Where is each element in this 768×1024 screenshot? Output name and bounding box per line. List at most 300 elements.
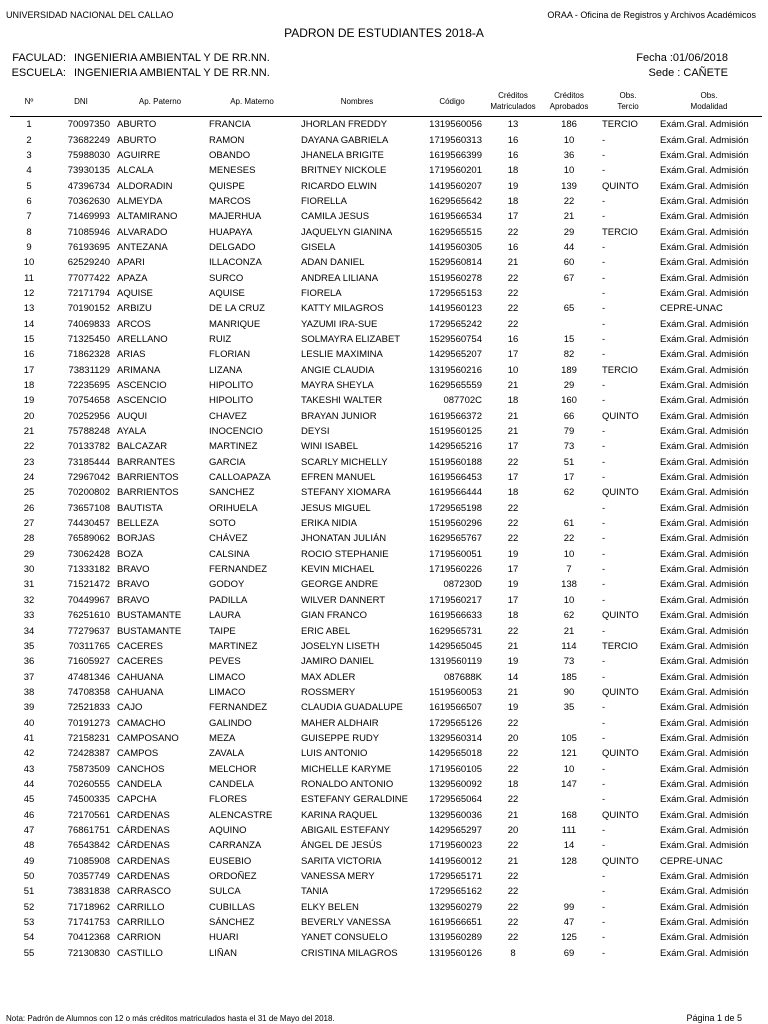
- table-cell: Exám.Gral. Admisión: [660, 640, 749, 652]
- table-cell: 7: [566, 564, 572, 576]
- table-cell: -: [602, 441, 606, 453]
- table-cell: 74708358: [67, 686, 110, 698]
- table-cell: 22: [507, 748, 519, 760]
- table-cell: 1329560279: [429, 901, 482, 913]
- table-cell: TERCIO: [602, 119, 638, 131]
- table-cell: 22: [507, 901, 519, 913]
- table-row: [10, 654, 762, 669]
- table-cell: CARRION: [117, 932, 161, 944]
- table-cell: 1729565064: [429, 794, 482, 806]
- table-cell: 17: [563, 472, 575, 484]
- table-cell: 34: [23, 625, 35, 637]
- table-cell: WILVER DANNERT: [301, 594, 386, 606]
- table-cell: QUINTO: [602, 410, 639, 422]
- table-cell: -: [602, 426, 606, 438]
- table-cell: 139: [561, 180, 577, 192]
- table-cell: 77077422: [67, 272, 110, 284]
- table-cell: TERCIO: [602, 364, 638, 376]
- table-cell: 1429565018: [429, 748, 482, 760]
- table-cell: 21: [507, 640, 519, 652]
- table-cell: JAMIRO DANIEL: [301, 656, 374, 668]
- table-cell: -: [602, 794, 606, 806]
- table-cell: 1419560123: [429, 303, 482, 315]
- table-cell: Exám.Gral. Admisión: [660, 287, 749, 299]
- table-cell: Exám.Gral. Admisión: [660, 456, 749, 468]
- fecha: Fecha :01/06/2018: [636, 52, 728, 64]
- table-cell: 1329560314: [429, 732, 482, 744]
- table-row: [10, 117, 762, 133]
- table-cell: 111: [561, 824, 577, 836]
- table-cell: 74069833: [67, 318, 110, 330]
- table-cell: 087688K: [443, 671, 482, 683]
- table-cell: HIPOLITO: [209, 380, 254, 392]
- column-header-text: Código: [439, 96, 465, 106]
- table-cell: SOLMAYRA ELIZABET: [301, 333, 401, 345]
- table-cell: 1619566534: [429, 211, 482, 223]
- table-body: [10, 117, 762, 961]
- table-cell: 19: [23, 395, 35, 407]
- table-cell: FIORELLA: [301, 195, 347, 207]
- table-cell: CAPCHA: [117, 794, 157, 806]
- table-cell: FERNANDEZ: [209, 702, 268, 714]
- table-cell: -: [602, 886, 606, 898]
- table-cell: ASCENCIO: [117, 395, 167, 407]
- table-cell: 67: [563, 272, 575, 284]
- table-cell: 21: [507, 257, 519, 269]
- table-cell: Exám.Gral. Admisión: [660, 717, 749, 729]
- column-header-text: DNI: [74, 96, 88, 106]
- table-cell: 73682249: [67, 134, 110, 146]
- table-cell: 147: [561, 778, 577, 790]
- table-cell: TERCIO: [602, 640, 638, 652]
- table-row: [10, 593, 762, 608]
- table-cell: 52: [23, 901, 35, 913]
- table-cell: 29: [23, 548, 35, 560]
- table-cell: 72130830: [67, 947, 110, 959]
- table-cell: ALCALA: [117, 165, 154, 177]
- table-cell: 47481346: [67, 671, 110, 683]
- table-cell: 17: [507, 472, 519, 484]
- table-cell: 16: [23, 349, 35, 361]
- table-cell: BORJAS: [117, 533, 156, 545]
- table-cell: Exám.Gral. Admisión: [660, 502, 749, 514]
- column-header: [114, 88, 206, 117]
- facultad-label: FACULAD:: [12, 52, 66, 64]
- table-cell: 22: [507, 840, 519, 852]
- table-cell: 1629565642: [429, 195, 482, 207]
- table-cell: 186: [561, 119, 577, 131]
- table-cell: 4: [26, 165, 32, 177]
- table-cell: 75873509: [67, 763, 110, 775]
- table-cell: PEVES: [209, 656, 241, 668]
- table-cell: 76861751: [67, 824, 110, 836]
- table-cell: -: [602, 333, 606, 345]
- table-cell: QUINTO: [602, 487, 639, 499]
- table-cell: SCARLY MICHELLY: [301, 456, 388, 468]
- table-cell: [538, 884, 600, 899]
- table-cell: 70200802: [67, 487, 110, 499]
- table-row: [10, 900, 762, 915]
- table-row: [10, 347, 762, 362]
- table-cell: [538, 501, 600, 516]
- table-cell: 10: [563, 548, 575, 560]
- table-cell: 22: [507, 303, 519, 315]
- table-cell: 19: [507, 702, 519, 714]
- table-cell: -: [602, 165, 606, 177]
- table-cell: 27: [23, 518, 35, 530]
- table-cell: ANGIE CLAUDIA: [301, 364, 375, 376]
- table-cell: VANESSA MERY: [301, 871, 375, 883]
- table-cell: Exám.Gral. Admisión: [660, 149, 749, 161]
- table-cell: GARCIA: [209, 456, 246, 468]
- table-cell: 1419560012: [429, 855, 482, 867]
- table-cell: 73657108: [67, 502, 110, 514]
- table-row: [10, 915, 762, 930]
- table-cell: 70260555: [67, 778, 110, 790]
- table-cell: Exám.Gral. Admisión: [660, 824, 749, 836]
- table-cell: 22: [507, 794, 519, 806]
- table-cell: CHAVEZ: [209, 410, 247, 422]
- document-title: PADRON DE ESTUDIANTES 2018-A: [284, 26, 484, 40]
- table-row: [10, 393, 762, 408]
- table-cell: KEVIN MICHAEL: [301, 564, 375, 576]
- table-cell: 1719560023: [429, 840, 482, 852]
- table-cell: -: [602, 932, 606, 944]
- table-cell: SARITA VICTORIA: [301, 855, 382, 867]
- table-cell: APAZA: [117, 272, 148, 284]
- table-cell: 1519560296: [429, 518, 482, 530]
- table-cell: ALMEYDA: [117, 195, 163, 207]
- table-cell: 53: [23, 917, 35, 929]
- table-cell: -: [602, 732, 606, 744]
- table-cell: 72170561: [67, 809, 110, 821]
- table-cell: LIMACO: [209, 686, 246, 698]
- table-cell: -: [602, 947, 606, 959]
- facultad-value: INGENIERIA AMBIENTAL Y DE RR.NN.: [74, 52, 270, 64]
- table-cell: CASTILLO: [117, 947, 163, 959]
- table-cell: 1729565162: [429, 886, 482, 898]
- table-cell: ZAVALA: [209, 748, 245, 760]
- table-cell: 76193695: [67, 241, 110, 253]
- table-cell: Exám.Gral. Admisión: [660, 410, 749, 422]
- table-cell: 73: [563, 441, 575, 453]
- table-row: [10, 807, 762, 822]
- table-cell: SANCHEZ: [209, 487, 255, 499]
- table-row: [10, 823, 762, 838]
- table-row: [10, 286, 762, 301]
- table-row: [10, 531, 762, 546]
- table-cell: Exám.Gral. Admisión: [660, 211, 749, 223]
- table-cell: 1319560119: [429, 656, 482, 668]
- table-cell: 8: [510, 947, 516, 959]
- table-cell: FRANCIA: [209, 119, 251, 131]
- table-cell: ALENCASTRE: [209, 809, 273, 821]
- table-cell: JHONATAN JULIÁN: [301, 533, 387, 545]
- table-cell: 10: [563, 763, 575, 775]
- table-cell: 35: [563, 702, 575, 714]
- table-cell: 60: [563, 257, 575, 269]
- table-cell: CACERES: [117, 640, 163, 652]
- table-cell: 21: [507, 426, 519, 438]
- table-cell: INOCENCIO: [209, 426, 263, 438]
- table-cell: 1519560188: [429, 456, 482, 468]
- table-cell: 1519560053: [429, 686, 482, 698]
- table-cell: FLORES: [209, 794, 248, 806]
- table-cell: 21: [507, 410, 519, 422]
- table-cell: KARINA RAQUEL: [301, 809, 378, 821]
- table-cell: -: [602, 241, 606, 253]
- table-cell: JOSELYN LISETH: [301, 640, 380, 652]
- table-cell: LESLIE MAXIMINA: [301, 349, 383, 361]
- table-cell: 1329560036: [429, 809, 482, 821]
- table-cell: Exám.Gral. Admisión: [660, 778, 749, 790]
- table-cell: JHANELA BRIGITE: [301, 149, 384, 161]
- table-cell: CEPRE-UNAC: [660, 855, 723, 867]
- table-cell: GODOY: [209, 579, 245, 591]
- table-cell: 22: [563, 195, 575, 207]
- table-cell: ADAN DANIEL: [301, 257, 365, 269]
- table-cell: 10: [507, 364, 519, 376]
- table-cell: 128: [561, 855, 577, 867]
- table-cell: 19: [507, 180, 519, 192]
- column-header-text: Modalidad: [690, 102, 728, 111]
- table-cell: 13: [507, 119, 519, 131]
- column-header: [656, 88, 762, 117]
- table-cell: BEVERLY VANESSA: [301, 917, 391, 929]
- table-cell: 22: [563, 533, 575, 545]
- table-cell: 1619566372: [429, 410, 482, 422]
- table-cell: 22: [23, 441, 35, 453]
- table-cell: 1429565045: [429, 640, 482, 652]
- table-cell: 35: [23, 640, 35, 652]
- table-cell: CARRANZA: [209, 840, 262, 852]
- table-cell: Exám.Gral. Admisión: [660, 487, 749, 499]
- table-cell: Exám.Gral. Admisión: [660, 518, 749, 530]
- table-cell: 15: [563, 333, 575, 345]
- table-cell: Exám.Gral. Admisión: [660, 119, 749, 131]
- table-cell: -: [602, 272, 606, 284]
- table-cell: 14: [23, 318, 35, 330]
- table-row: [10, 761, 762, 776]
- table-cell: 24: [23, 472, 35, 484]
- table-cell: 18: [507, 195, 519, 207]
- table-cell: 168: [561, 809, 577, 821]
- table-cell: ORIHUELA: [209, 502, 258, 514]
- table-cell: -: [602, 380, 606, 392]
- table-cell: GALINDO: [209, 717, 252, 729]
- table-cell: AUQUI: [117, 410, 148, 422]
- table-cell: MENESES: [209, 165, 256, 177]
- table-cell: 28: [23, 533, 35, 545]
- escuela-line: [0, 67, 270, 79]
- table-cell: LUIS ANTONIO: [301, 748, 368, 760]
- table-cell: ARIAS: [117, 349, 146, 361]
- table-cell: WINI ISABEL: [301, 441, 359, 453]
- table-cell: -: [602, 625, 606, 637]
- table-cell: 22: [507, 318, 519, 330]
- table-cell: Exám.Gral. Admisión: [660, 380, 749, 392]
- table-cell: MICHELLE KARYME: [301, 763, 392, 775]
- table-cell: -: [602, 349, 606, 361]
- table-cell: [538, 792, 600, 807]
- table-cell: LAURA: [209, 610, 241, 622]
- table-cell: [538, 869, 600, 884]
- table-cell: 1729565198: [429, 502, 482, 514]
- table-cell: AQUINO: [209, 824, 247, 836]
- table-cell: SURCO: [209, 272, 244, 284]
- table-cell: ARIMANA: [117, 364, 161, 376]
- table-cell: BUSTAMANTE: [117, 610, 182, 622]
- table-row: [10, 409, 762, 424]
- table-row: [10, 501, 762, 516]
- table-cell: -: [602, 901, 606, 913]
- table-cell: Exám.Gral. Admisión: [660, 886, 749, 898]
- column-header: [416, 88, 488, 117]
- table-cell: QUINTO: [602, 809, 639, 821]
- table-cell: 70191273: [67, 717, 110, 729]
- table-cell: -: [602, 257, 606, 269]
- table-cell: Exám.Gral. Admisión: [660, 548, 749, 560]
- table-cell: BELLEZA: [117, 518, 159, 530]
- table-cell: 22: [507, 226, 519, 238]
- table-cell: ANDREA LILIANA: [301, 272, 379, 284]
- table-cell: GIAN FRANCO: [301, 610, 367, 622]
- table-cell: ROCIO STEPHANIE: [301, 548, 389, 560]
- table-cell: 22: [507, 917, 519, 929]
- table-cell: Exám.Gral. Admisión: [660, 763, 749, 775]
- table-cell: 1429565207: [429, 349, 482, 361]
- table-cell: 38: [23, 686, 35, 698]
- table-cell: MELCHOR: [209, 763, 257, 775]
- table-cell: YAZUMI IRA-SUE: [301, 318, 378, 330]
- table-cell: FIORELA: [301, 287, 342, 299]
- table-cell: BARRANTES: [117, 456, 176, 468]
- table-cell: 71521472: [67, 579, 110, 591]
- table-cell: ARCOS: [117, 318, 151, 330]
- table-row: [10, 132, 762, 147]
- table-cell: 26: [23, 502, 35, 514]
- table-cell: APARI: [117, 257, 145, 269]
- table-cell: 17: [507, 349, 519, 361]
- table-cell: 23: [23, 456, 35, 468]
- table-cell: 29: [563, 226, 575, 238]
- table-cell: 18: [507, 778, 519, 790]
- table-cell: 21: [23, 426, 35, 438]
- table-row: [10, 224, 762, 239]
- table-cell: 22: [507, 871, 519, 883]
- table-cell: Exám.Gral. Admisión: [660, 134, 749, 146]
- table-cell: 47: [23, 824, 35, 836]
- table-cell: 74500335: [67, 794, 110, 806]
- table-row: [10, 685, 762, 700]
- table-cell: DEYSI: [301, 426, 330, 438]
- table-cell: 1729565171: [429, 871, 482, 883]
- table-cell: STEFANY XIOMARA: [301, 487, 391, 499]
- table-row: [10, 639, 762, 654]
- table-row: [10, 316, 762, 331]
- table-cell: 36: [563, 149, 575, 161]
- table-cell: CARDENAS: [117, 871, 170, 883]
- table-cell: Exám.Gral. Admisión: [660, 426, 749, 438]
- table-cell: Exám.Gral. Admisión: [660, 226, 749, 238]
- table-cell: 72967042: [67, 472, 110, 484]
- table-cell: 21: [563, 211, 575, 223]
- table-row: [10, 792, 762, 807]
- table-row: [10, 930, 762, 945]
- table-cell: JESUS MIGUEL: [301, 502, 371, 514]
- table-cell: Exám.Gral. Admisión: [660, 901, 749, 913]
- table-cell: 25: [23, 487, 35, 499]
- table-cell: CANCHOS: [117, 763, 165, 775]
- table-cell: 36: [23, 656, 35, 668]
- table-cell: 1629565559: [429, 380, 482, 392]
- table-cell: 1729565153: [429, 287, 482, 299]
- table-cell: BARRIENTOS: [117, 487, 179, 499]
- table-cell: 32: [23, 594, 35, 606]
- table-cell: 31: [23, 579, 35, 591]
- table-cell: ORDOÑEZ: [209, 871, 257, 883]
- table-cell: 1: [26, 119, 32, 131]
- table-cell: -: [602, 518, 606, 530]
- table-cell: 71718962: [67, 901, 110, 913]
- table-cell: 18: [23, 380, 35, 392]
- table-row: [10, 869, 762, 884]
- table-cell: 70252956: [67, 410, 110, 422]
- table-row: [10, 623, 762, 638]
- table-cell: QUINTO: [602, 855, 639, 867]
- table-cell: 65: [563, 303, 575, 315]
- table-cell: 1729565242: [429, 318, 482, 330]
- table-cell: 46: [23, 809, 35, 821]
- table-cell: ALDORADIN: [117, 180, 173, 192]
- table-row: [10, 854, 762, 869]
- table-cell: 10: [563, 165, 575, 177]
- table-cell: 79: [563, 426, 575, 438]
- table-cell: JAQUELYN GIANINA: [301, 226, 393, 238]
- table-cell: CALSINA: [209, 548, 250, 560]
- table-cell: LIÑAN: [209, 947, 237, 959]
- page-number: Página 1 de 5: [686, 1013, 742, 1023]
- table-cell: -: [602, 840, 606, 852]
- table-cell: 73930135: [67, 165, 110, 177]
- table-cell: ANTEZANA: [117, 241, 168, 253]
- table-cell: GISELA: [301, 241, 336, 253]
- table-cell: 70412368: [67, 932, 110, 944]
- table-cell: -: [602, 533, 606, 545]
- table-cell: -: [602, 395, 606, 407]
- table-cell: 71085946: [67, 226, 110, 238]
- table-cell: DAYANA GABRIELA: [301, 134, 389, 146]
- table-cell: Exám.Gral. Admisión: [660, 947, 749, 959]
- table-cell: ABURTO: [117, 134, 157, 146]
- table-cell: SOTO: [209, 518, 236, 530]
- table-cell: 22: [507, 533, 519, 545]
- table-row: [10, 455, 762, 470]
- table-cell: Exám.Gral. Admisión: [660, 364, 749, 376]
- table-cell: -: [602, 824, 606, 836]
- table-cell: ALTAMIRANO: [117, 211, 178, 223]
- table-cell: 105: [561, 732, 577, 744]
- table-cell: 12: [23, 287, 35, 299]
- table-cell: 21: [507, 686, 519, 698]
- table-cell: 21: [507, 809, 519, 821]
- table-cell: 1619566507: [429, 702, 482, 714]
- table-cell: 44: [563, 241, 575, 253]
- table-cell: 76543842: [67, 840, 110, 852]
- table-cell: 1419560305: [429, 241, 482, 253]
- table-cell: 1529560814: [429, 257, 482, 269]
- table-cell: -: [602, 717, 606, 729]
